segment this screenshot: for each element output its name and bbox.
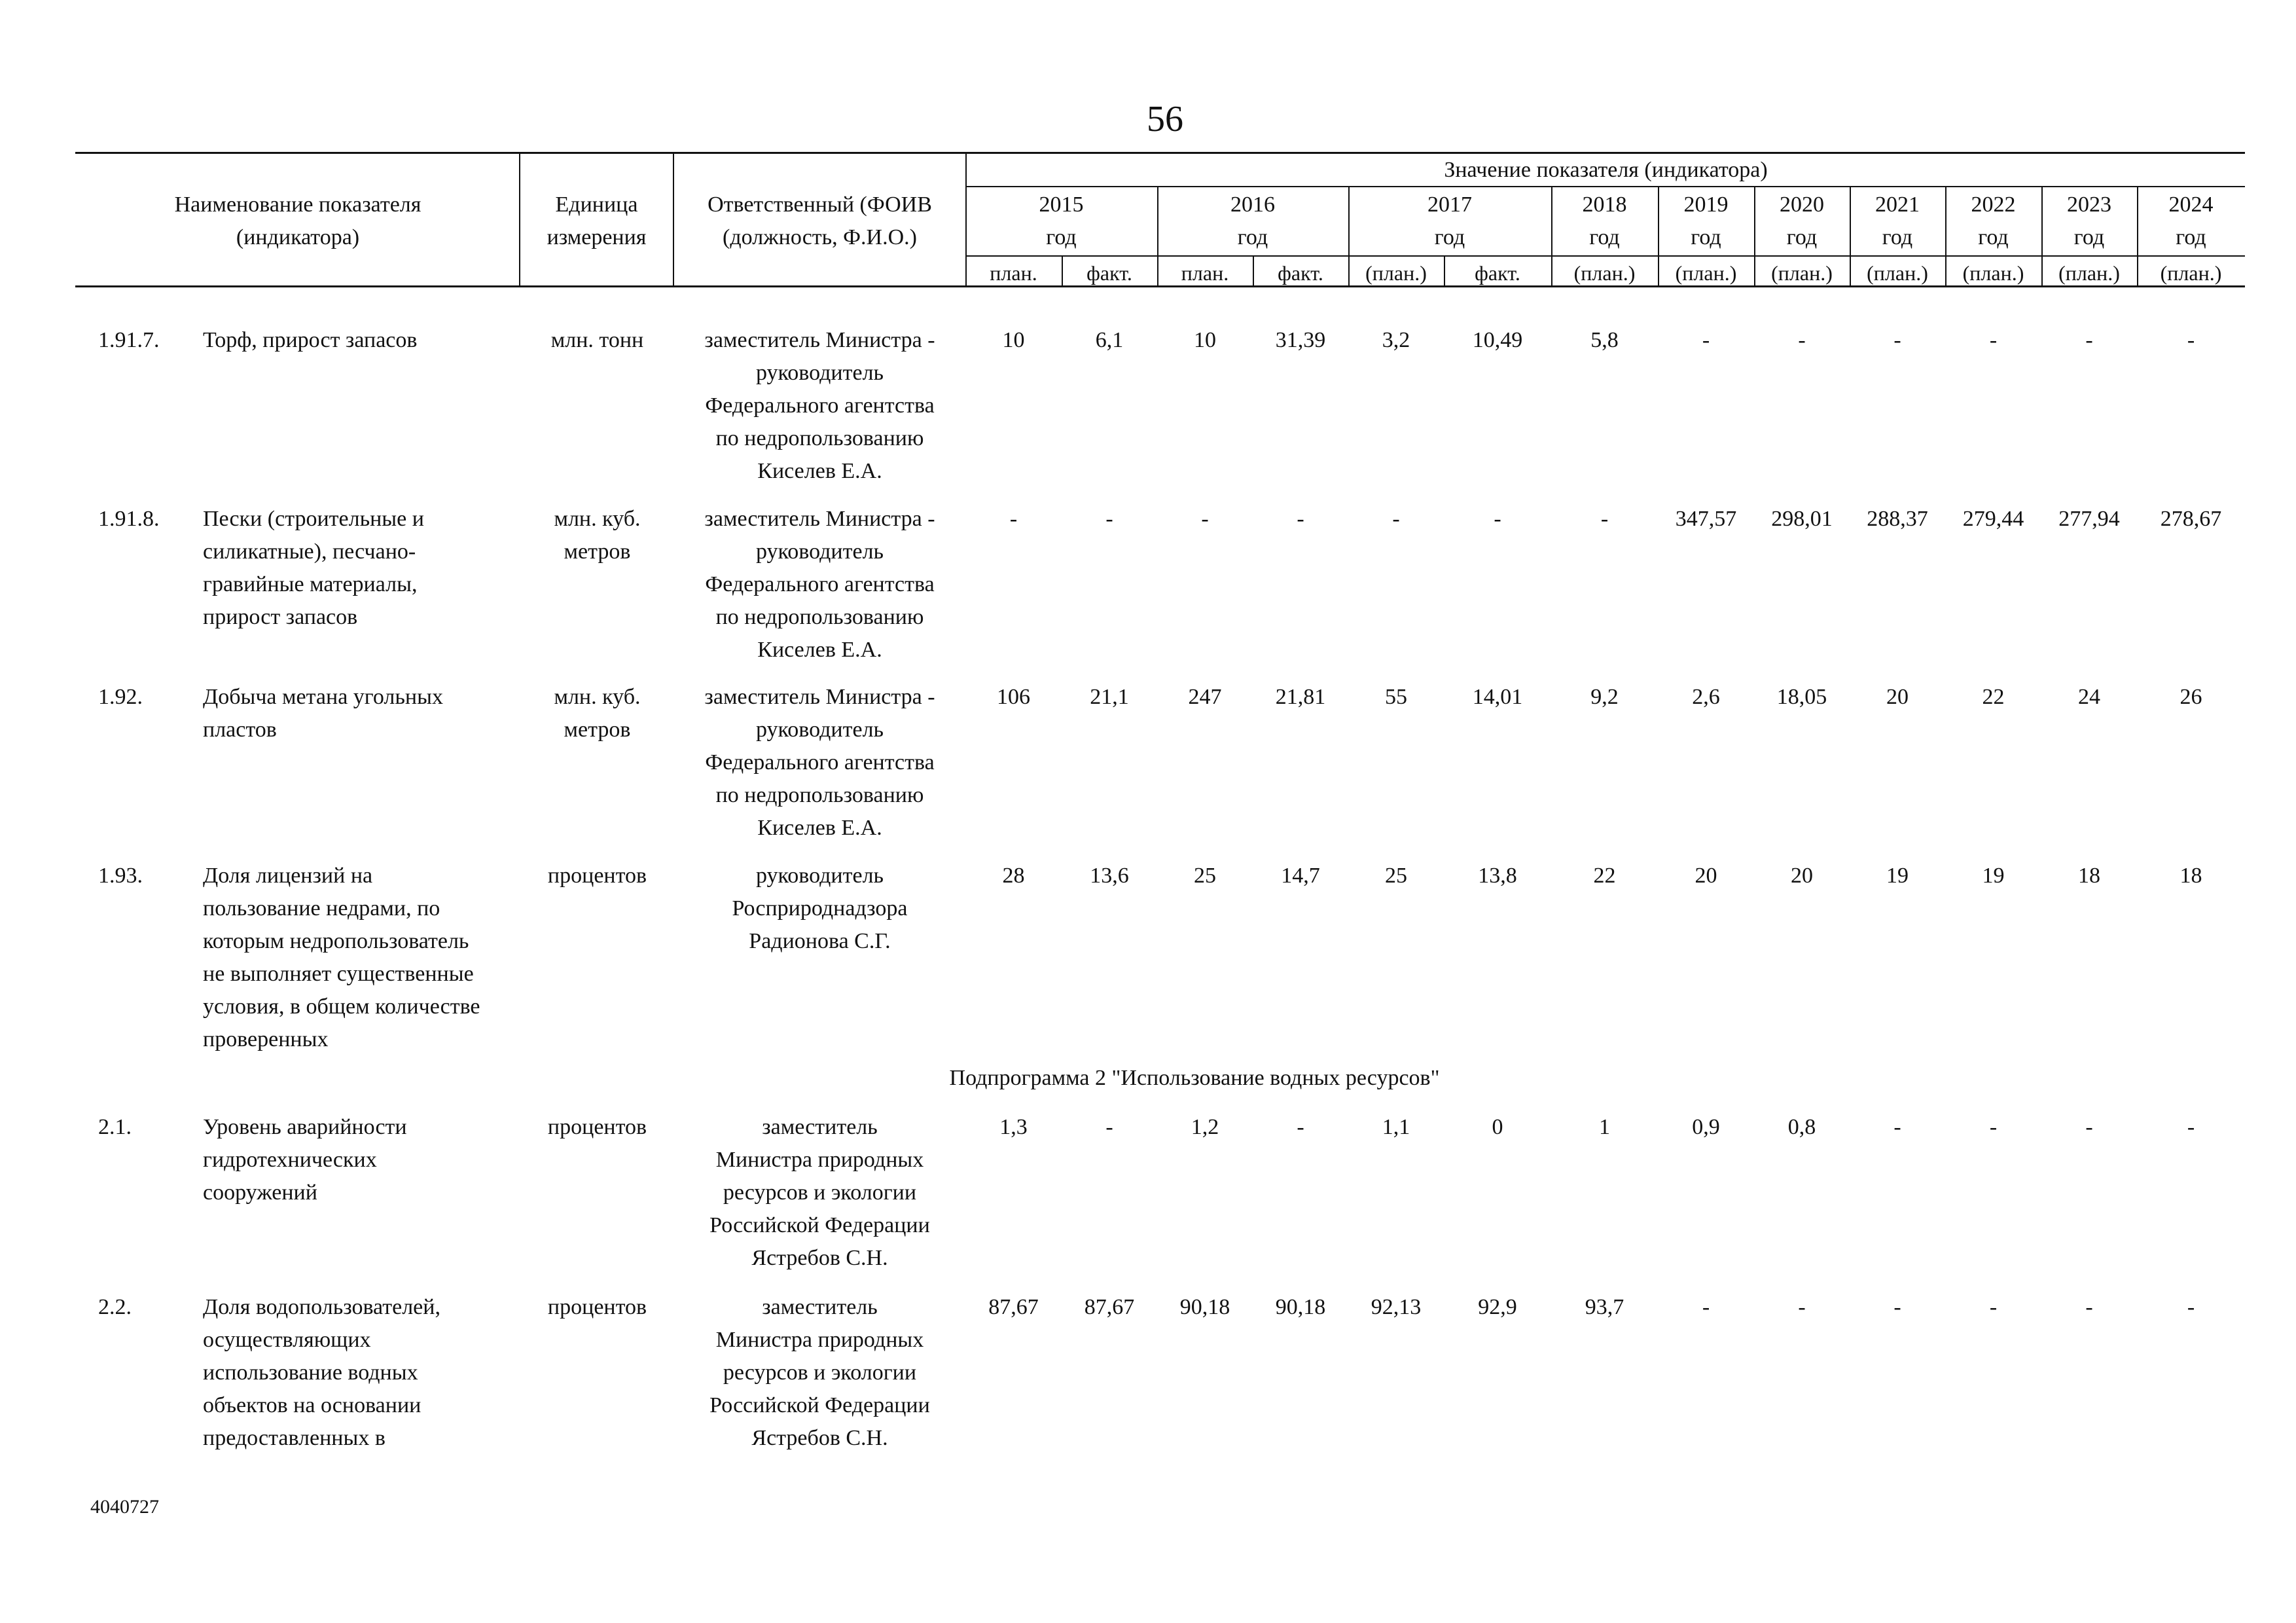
value-cell: - bbox=[2187, 1115, 2195, 1139]
indicator-name: гравийные материалы, bbox=[203, 572, 418, 596]
responsible: Ястребов С.Н. bbox=[751, 1246, 888, 1270]
responsible: заместитель Министра - bbox=[704, 685, 935, 709]
year-label: 2015 bbox=[1039, 192, 1084, 217]
year-label: 2021 bbox=[1875, 192, 1920, 217]
row-number: 1.91.8. bbox=[98, 507, 160, 531]
value-cell: 20 bbox=[1695, 864, 1717, 888]
value-cell: - bbox=[1989, 1295, 1998, 1319]
responsible: Радионова С.Г. bbox=[749, 929, 891, 953]
value-cell: 0 bbox=[1492, 1115, 1503, 1139]
value-cell: 13,6 bbox=[1090, 864, 1129, 888]
indicator-name: которым недропользователь bbox=[203, 929, 469, 953]
responsible: Федерального агентства bbox=[705, 750, 935, 775]
row-number: 1.93. bbox=[98, 864, 143, 888]
value-cell: 9,2 bbox=[1590, 685, 1619, 709]
indicator-name: осуществляющих bbox=[203, 1328, 371, 1352]
value-cell: 92,13 bbox=[1371, 1295, 1422, 1319]
plan-fact-label: (план.) bbox=[1771, 261, 1833, 285]
value-cell: - bbox=[1893, 1115, 1901, 1139]
year-label: 2022 bbox=[1971, 192, 2016, 217]
value-cell: 347,57 bbox=[1675, 507, 1737, 531]
value-cell: - bbox=[1798, 328, 1806, 352]
responsible: Российской Федерации bbox=[709, 1213, 930, 1237]
value-cell: - bbox=[1702, 1295, 1710, 1319]
value-cell: 18 bbox=[2078, 864, 2100, 888]
value-cell: - bbox=[2085, 328, 2093, 352]
responsible: Федерального агентства bbox=[705, 393, 935, 418]
year-label: 2024 bbox=[2168, 192, 2214, 217]
plan-fact-label: факт. bbox=[1278, 261, 1323, 285]
value-cell: 298,01 bbox=[1771, 507, 1833, 531]
value-cell: - bbox=[1893, 328, 1901, 352]
unit: процентов bbox=[547, 864, 647, 888]
value-cell: - bbox=[2187, 1295, 2195, 1319]
value-cell: 1 bbox=[1599, 1115, 1610, 1139]
value-cell: - bbox=[2085, 1115, 2093, 1139]
plan-fact-label: (план.) bbox=[2160, 261, 2222, 285]
value-cell: 3,2 bbox=[1382, 328, 1410, 352]
plan-fact-label: (план.) bbox=[1573, 261, 1636, 285]
indicator-name: Добыча метана угольных bbox=[203, 685, 443, 709]
value-cell: - bbox=[1392, 507, 1400, 531]
subprogram-title: Подпрограмма 2 "Использование водных ресурсов" bbox=[949, 1066, 1440, 1090]
responsible: Федерального агентства bbox=[705, 572, 935, 596]
value-cell: 20 bbox=[1791, 864, 1813, 888]
value-cell: 87,67 bbox=[988, 1295, 1039, 1319]
year-word: год bbox=[2176, 225, 2206, 249]
value-cell: 19 bbox=[1886, 864, 1909, 888]
row-number: 1.91.7. bbox=[98, 328, 160, 352]
responsible: Российской Федерации bbox=[709, 1393, 930, 1417]
value-cell: 20 bbox=[1886, 685, 1909, 709]
page-number: 56 bbox=[1147, 99, 1183, 139]
value-cell: 55 bbox=[1385, 685, 1407, 709]
header-resp-line1: Ответственный (ФОИВ bbox=[708, 192, 932, 217]
header-values-group: Значение показателя (индикатора) bbox=[1444, 158, 1768, 182]
header-resp-line2: (должность, Ф.И.О.) bbox=[723, 225, 917, 249]
value-cell: 22 bbox=[1593, 864, 1616, 888]
value-cell: - bbox=[1702, 328, 1710, 352]
value-cell: - bbox=[1009, 507, 1018, 531]
plan-fact-label: (план.) bbox=[1867, 261, 1928, 285]
value-cell: 5,8 bbox=[1590, 328, 1619, 352]
value-cell: 21,81 bbox=[1275, 685, 1326, 709]
responsible: ресурсов и экологии bbox=[723, 1180, 917, 1205]
value-cell: 0,8 bbox=[1787, 1115, 1816, 1139]
responsible: Росприроднадзора bbox=[732, 896, 908, 921]
year-word: год bbox=[1434, 225, 1465, 249]
value-cell: - bbox=[1600, 507, 1609, 531]
header-unit-line1: Единица bbox=[555, 192, 638, 217]
responsible: руководитель bbox=[755, 539, 884, 564]
indicator-name: пользование недрами, по bbox=[203, 896, 440, 921]
year-word: год bbox=[1978, 225, 2009, 249]
value-cell: 10 bbox=[1194, 328, 1216, 352]
value-cell: 10,49 bbox=[1472, 328, 1523, 352]
value-cell: - bbox=[1989, 328, 1998, 352]
year-word: год bbox=[1046, 225, 1077, 249]
plan-fact-label: (план.) bbox=[1675, 261, 1737, 285]
year-label: 2018 bbox=[1582, 192, 1627, 217]
value-cell: - bbox=[1105, 507, 1113, 531]
value-cell: - bbox=[1297, 507, 1304, 531]
responsible: Киселев Е.А. bbox=[757, 816, 882, 840]
indicator-name: Торф, прирост запасов bbox=[203, 328, 418, 352]
indicator-name: использование водных bbox=[203, 1360, 418, 1385]
value-cell: 21,1 bbox=[1090, 685, 1129, 709]
year-label: 2017 bbox=[1427, 192, 1472, 217]
value-cell: 25 bbox=[1385, 864, 1407, 888]
responsible: заместитель bbox=[762, 1295, 878, 1319]
value-cell: - bbox=[1297, 1115, 1304, 1139]
value-cell: 1,2 bbox=[1191, 1115, 1219, 1139]
plan-fact-label: (план.) bbox=[2058, 261, 2120, 285]
indicator-name: условия, в общем количестве bbox=[203, 994, 480, 1019]
responsible: Киселев Е.А. bbox=[757, 459, 882, 483]
plan-fact-label: факт. bbox=[1086, 261, 1132, 285]
value-cell: 19 bbox=[1982, 864, 2005, 888]
year-label: 2016 bbox=[1230, 192, 1275, 217]
value-cell: 26 bbox=[2179, 685, 2202, 709]
value-cell: 279,44 bbox=[1962, 507, 2024, 531]
value-cell: 288,37 bbox=[1867, 507, 1928, 531]
year-label: 2019 bbox=[1683, 192, 1729, 217]
responsible: заместитель Министра - bbox=[704, 507, 935, 531]
value-cell: 6,1 bbox=[1095, 328, 1124, 352]
value-cell: 28 bbox=[1002, 864, 1025, 888]
value-cell: - bbox=[2187, 328, 2195, 352]
value-cell: 13,8 bbox=[1478, 864, 1517, 888]
value-cell: - bbox=[1201, 507, 1209, 531]
value-cell: 18 bbox=[2179, 864, 2202, 888]
table-top-rule bbox=[75, 152, 2245, 154]
value-cell: - bbox=[2085, 1295, 2093, 1319]
indicator-name: Доля лицензий на bbox=[203, 864, 373, 888]
value-cell: 14,01 bbox=[1472, 685, 1523, 709]
value-cell: 92,9 bbox=[1478, 1295, 1517, 1319]
indicator-name: пластов bbox=[203, 718, 277, 742]
plan-fact-label: план. bbox=[1181, 261, 1229, 285]
responsible: руководитель bbox=[755, 864, 884, 888]
header-name-line1: Наименование показателя bbox=[174, 192, 422, 217]
plan-fact-label: факт. bbox=[1475, 261, 1520, 285]
responsible: по недропользованию bbox=[715, 605, 924, 629]
responsible: Министра природных bbox=[715, 1328, 924, 1352]
header-name-line2: (индикатора) bbox=[236, 225, 360, 249]
year-word: год bbox=[1237, 225, 1268, 249]
responsible: по недропользованию bbox=[715, 783, 924, 807]
responsible: Киселев Е.А. bbox=[757, 638, 882, 662]
responsible: руководитель bbox=[755, 718, 884, 742]
value-cell: 87,67 bbox=[1084, 1295, 1135, 1319]
row-number: 2.2. bbox=[98, 1295, 132, 1319]
value-cell: 1,3 bbox=[999, 1115, 1028, 1139]
value-cell: 278,67 bbox=[2160, 507, 2222, 531]
unit: процентов bbox=[547, 1115, 647, 1139]
row-number: 1.92. bbox=[98, 685, 143, 709]
value-cell: 106 bbox=[997, 685, 1030, 709]
year-word: год bbox=[1786, 225, 1818, 249]
year-label: 2023 bbox=[2067, 192, 2111, 217]
unit: млн. тонн bbox=[550, 328, 644, 352]
indicator-name: гидротехнических bbox=[203, 1148, 377, 1172]
year-word: год bbox=[2073, 225, 2105, 249]
value-cell: 93,7 bbox=[1585, 1295, 1624, 1319]
unit: метров bbox=[564, 539, 631, 564]
unit: метров bbox=[564, 718, 631, 742]
year-word: год bbox=[1882, 225, 1913, 249]
responsible: Министра природных bbox=[715, 1148, 924, 1172]
value-cell: 1,1 bbox=[1382, 1115, 1410, 1139]
indicator-name: сооружений bbox=[203, 1180, 317, 1205]
value-cell: - bbox=[1893, 1295, 1901, 1319]
indicator-name: Пески (строительные и bbox=[203, 507, 424, 531]
document-code: 4040727 bbox=[90, 1496, 159, 1518]
value-cell: - bbox=[1105, 1115, 1113, 1139]
plan-fact-label: план. bbox=[990, 261, 1037, 285]
value-cell: - bbox=[1494, 507, 1501, 531]
value-cell: - bbox=[1798, 1295, 1806, 1319]
responsible: ресурсов и экологии bbox=[723, 1360, 917, 1385]
responsible: заместитель Министра - bbox=[704, 328, 935, 352]
value-cell: 2,6 bbox=[1692, 685, 1720, 709]
value-cell: 0,9 bbox=[1692, 1115, 1720, 1139]
indicator-name: объектов на основании bbox=[203, 1393, 422, 1417]
value-cell: 277,94 bbox=[2058, 507, 2120, 531]
value-cell: 10 bbox=[1002, 328, 1025, 352]
unit: млн. куб. bbox=[554, 507, 641, 531]
responsible: руководитель bbox=[755, 361, 884, 385]
value-cell: 247 bbox=[1188, 685, 1222, 709]
responsible: Ястребов С.Н. bbox=[751, 1426, 888, 1450]
value-cell: 22 bbox=[1982, 685, 2005, 709]
indicator-name: не выполняет существенные bbox=[203, 962, 474, 986]
value-cell: 90,18 bbox=[1275, 1295, 1326, 1319]
row-number: 2.1. bbox=[98, 1115, 132, 1139]
value-cell: 90,18 bbox=[1179, 1295, 1230, 1319]
responsible: заместитель bbox=[762, 1115, 878, 1139]
year-word: год bbox=[1691, 225, 1721, 249]
indicator-name: силикатные), песчано- bbox=[203, 539, 416, 564]
indicator-name: Доля водопользователей, bbox=[203, 1295, 440, 1319]
value-cell: 31,39 bbox=[1275, 328, 1326, 352]
plan-fact-label: (план.) bbox=[1962, 261, 2024, 285]
indicator-name: Уровень аварийности bbox=[203, 1115, 407, 1139]
indicator-name: предоставленных в bbox=[203, 1426, 386, 1450]
value-cell: 18,05 bbox=[1776, 685, 1827, 709]
value-cell: 24 bbox=[2078, 685, 2100, 709]
indicator-name: прирост запасов bbox=[203, 605, 358, 629]
year-word: год bbox=[1589, 225, 1620, 249]
indicator-name: проверенных bbox=[203, 1027, 329, 1051]
header-unit-line2: измерения bbox=[547, 225, 647, 249]
plan-fact-label: (план.) bbox=[1365, 261, 1427, 285]
unit: процентов bbox=[547, 1295, 647, 1319]
value-cell: - bbox=[1989, 1115, 1998, 1139]
value-cell: 25 bbox=[1194, 864, 1216, 888]
year-label: 2020 bbox=[1780, 192, 1824, 217]
responsible: по недропользованию bbox=[715, 426, 924, 450]
value-cell: 14,7 bbox=[1281, 864, 1320, 888]
unit: млн. куб. bbox=[554, 685, 641, 709]
